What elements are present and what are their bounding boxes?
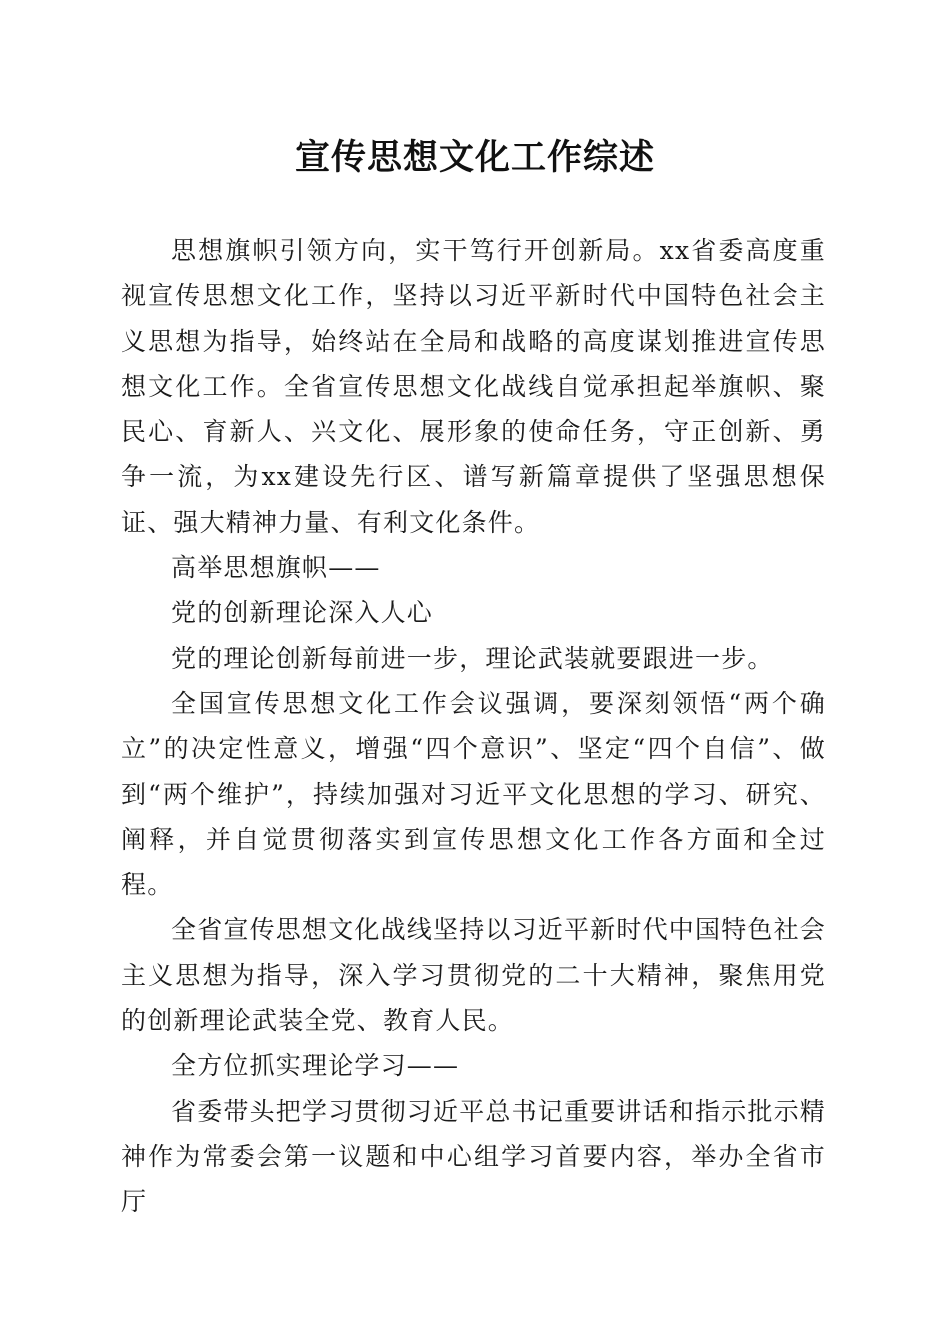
paragraph: 省委带头把学习贯彻习近平总书记重要讲话和指示批示精神作为常委会第一议题和中心组学习首要内容，举办全省市厅 — [121, 1096, 827, 1217]
paragraph: 党的理论创新每前进一步，理论武装就要跟进一步。 — [171, 643, 774, 673]
paragraph: 全国宣传思想文化工作会议强调，要深刻领悟“两个确立”的决定性意义，增强“四个意识”、坚定“四个自信”、做到“两个维护”，持续加强对习近平文化思想的学习、研究、阐释，并自觉贯彻落实到宣传思想文化工作各方面和全过程。 — [121, 688, 826, 900]
section-heading-line1: 高举思想旗帜—— — [171, 553, 381, 583]
subsection-heading: 全方位抓实理论学习—— — [171, 1051, 460, 1081]
document-title: 宣传思想文化工作综述 — [294, 137, 655, 178]
document-body — [121, 228, 826, 1225]
section-heading-line2: 党的创新理论深入人心 — [171, 598, 434, 628]
paragraph-intro: 思想旗帜引领方向，实干笃行开创新局。xx省委高度重视宣传思想文化工作，坚持以习近平新时代中国特色社会主义思想为指导，始终站在全局和战略的高度谋划推进宣传思想文化工作。全省宣传思想文化战线自觉承担起举旗帜、聚民心、育新人、兴文化、展形象的使命任务，守正创新、勇争一流，为xx建设先行区、谱写新篇章提供了坚强思想保证、强大精神力量、有利文化条件。 — [121, 236, 826, 537]
paragraph: 全省宣传思想文化战线坚持以习近平新时代中国特色社会主义思想为指导，深入学习贯彻党的二十大精神，聚焦用党的创新理论武装全党、教育人民。 — [121, 915, 827, 1036]
